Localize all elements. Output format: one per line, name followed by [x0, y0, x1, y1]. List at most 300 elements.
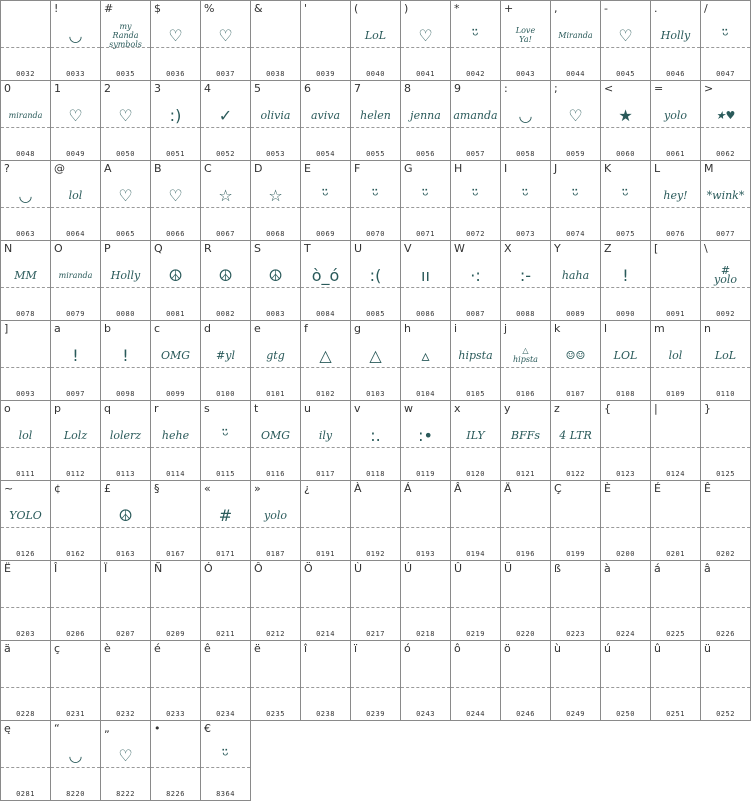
- cell-code: 0126: [16, 550, 35, 558]
- cell-code: 0041: [416, 70, 435, 78]
- cell-code: 0035: [116, 70, 135, 78]
- glyph-cell: [100, 560, 151, 641]
- glyph-cell: [500, 160, 551, 241]
- glyph-cell: [600, 80, 651, 161]
- glyph-text: aviva: [310, 108, 341, 122]
- cell-code: 0108: [616, 390, 635, 398]
- cell-code: 0225: [666, 630, 685, 638]
- baseline-divider: [651, 527, 700, 528]
- glyph-cell: [550, 480, 601, 561]
- baseline-divider: [401, 607, 450, 608]
- cell-code: 0102: [316, 390, 335, 398]
- cell-character: j: [504, 322, 508, 335]
- cell-character: F: [354, 162, 361, 175]
- glyph-cell: [700, 160, 751, 241]
- cell-character: h: [404, 322, 411, 335]
- cell-character: »: [254, 482, 261, 495]
- cell-character: Î: [54, 562, 58, 575]
- cell-character: ù: [554, 642, 561, 655]
- cell-character: A: [104, 162, 112, 175]
- glyph-text: Holly: [660, 28, 691, 42]
- smiley-icon: ᵕ̈: [622, 185, 629, 205]
- glyph-text: helen: [360, 108, 391, 122]
- cell-code: 0048: [16, 150, 35, 158]
- cell-character: Ï: [104, 562, 108, 575]
- cell-character: .: [654, 2, 658, 15]
- glyph-cell: [0, 320, 51, 401]
- cell-character: $: [154, 2, 161, 15]
- cell-character: /: [704, 2, 708, 15]
- baseline-divider: [651, 607, 700, 608]
- baseline-divider: [651, 687, 700, 688]
- cell-code: 0070: [366, 230, 385, 238]
- cell-code: 0224: [616, 630, 635, 638]
- cell-character: „: [104, 722, 110, 735]
- cell-character: E: [304, 162, 311, 175]
- glyph-text: hehe: [161, 428, 190, 442]
- glyph-text: OMG: [260, 428, 291, 442]
- glyph-cell: [0, 240, 51, 321]
- cell-character: 3: [154, 82, 161, 95]
- sad-face-icon: :(: [369, 265, 382, 285]
- baseline-divider: [551, 607, 600, 608]
- glyph-cell: [250, 400, 301, 481]
- heart-icon: ♡: [418, 25, 433, 45]
- cell-code: 0089: [566, 310, 585, 318]
- cell-character: =: [654, 82, 664, 95]
- cell-character: Ó: [204, 562, 213, 575]
- lips-icon: ◡: [518, 105, 533, 125]
- cell-character: Ê: [704, 482, 711, 495]
- cell-code: 0047: [716, 70, 735, 78]
- cell-code: 0234: [216, 710, 235, 718]
- glyph-cell: [450, 0, 501, 81]
- glyph-text: Holly: [110, 268, 141, 282]
- cell-code: 0065: [116, 230, 135, 238]
- baseline-divider: [151, 767, 200, 768]
- glyph-cell: [200, 320, 251, 401]
- cell-character: ,: [554, 2, 558, 15]
- cell-code: 0113: [116, 470, 135, 478]
- glyph-cell: [350, 640, 401, 721]
- cell-code: 0123: [616, 470, 635, 478]
- glyph-cell: [200, 720, 251, 801]
- cell-code: 0203: [16, 630, 35, 638]
- baseline-divider: [201, 687, 250, 688]
- glyph-cell: [150, 480, 201, 561]
- baseline-divider: [151, 527, 200, 528]
- baseline-divider: [601, 607, 650, 608]
- cell-code: 0212: [266, 630, 285, 638]
- baseline-divider: [601, 527, 650, 528]
- baseline-divider: [251, 687, 300, 688]
- cell-character: p: [54, 402, 61, 415]
- glyph-cell: [400, 400, 451, 481]
- baseline-divider: [251, 607, 300, 608]
- cell-code: 0042: [466, 70, 485, 78]
- cell-character: ï: [354, 642, 358, 655]
- glyph-cell: [400, 640, 451, 721]
- cell-code: 0201: [666, 550, 685, 558]
- glyph-cell: [400, 480, 451, 561]
- glyph-cell: [400, 560, 451, 641]
- cell-character: s: [204, 402, 210, 415]
- glyph-cell: [250, 640, 301, 721]
- glyph-text: 4 LTR: [559, 428, 592, 442]
- cell-code: 0220: [516, 630, 535, 638]
- glyph-cell: [650, 640, 701, 721]
- glyph-text: lol: [668, 348, 683, 362]
- cell-code: 0036: [166, 70, 185, 78]
- cell-character: t: [254, 402, 259, 415]
- glyph-cell: [350, 400, 401, 481]
- face-icon: :-: [519, 265, 532, 285]
- glyph-cell: [150, 560, 201, 641]
- cell-code: 0194: [466, 550, 485, 558]
- cell-code: 0078: [16, 310, 35, 318]
- cell-character: ó: [404, 642, 411, 655]
- glyph-cell: [550, 80, 601, 161]
- cell-character: 2: [104, 82, 111, 95]
- glyph-cell: [600, 0, 651, 81]
- cell-code: 0112: [66, 470, 85, 478]
- cell-code: 0217: [366, 630, 385, 638]
- cell-code: 0252: [716, 710, 735, 718]
- cell-character: f: [304, 322, 308, 335]
- cell-character: e: [254, 322, 261, 335]
- cell-character: u: [304, 402, 311, 415]
- peace-icon: ☮: [118, 505, 133, 525]
- glyph-text: miranda: [58, 270, 93, 280]
- cell-code: 0107: [566, 390, 585, 398]
- cell-character: C: [204, 162, 212, 175]
- exclaim-icon: !: [122, 345, 129, 365]
- cell-character: S: [254, 242, 261, 255]
- glyph-cell: [100, 0, 151, 81]
- peace-icon: ☮: [218, 265, 233, 285]
- glyph-cell: [200, 480, 251, 561]
- cell-character: ç: [54, 642, 61, 655]
- cell-code: 0068: [266, 230, 285, 238]
- glyph-cell: [700, 400, 751, 481]
- cell-code: 0080: [116, 310, 135, 318]
- baseline-divider: [501, 527, 550, 528]
- cell-character: à: [604, 562, 611, 575]
- cell-character: K: [604, 162, 612, 175]
- cell-code: 0250: [616, 710, 635, 718]
- cell-code: 0092: [716, 310, 735, 318]
- glyph-cell: [300, 320, 351, 401]
- cell-code: 0232: [116, 710, 135, 718]
- cell-code: 0235: [266, 710, 285, 718]
- glyph-cell: [600, 480, 651, 561]
- cell-code: 0207: [116, 630, 135, 638]
- cell-code: 0110: [716, 390, 735, 398]
- cell-code: 0087: [466, 310, 485, 318]
- baseline-divider: [651, 287, 700, 288]
- glyph-cell: [100, 160, 151, 241]
- cell-character: B: [154, 162, 162, 175]
- cell-character: §: [154, 482, 160, 495]
- baseline-divider: [301, 527, 350, 528]
- cell-character: }: [704, 402, 711, 415]
- baseline-divider: [301, 687, 350, 688]
- glyph-cell: [700, 240, 751, 321]
- glyph-cell: [200, 0, 251, 81]
- cell-character: V: [404, 242, 412, 255]
- cell-character: R: [204, 242, 212, 255]
- glyph-cell: [650, 560, 701, 641]
- glyph-cell: [400, 160, 451, 241]
- lips-icon: ◡: [68, 745, 83, 765]
- heart-icon: ♡: [118, 105, 133, 125]
- cell-character: ß: [554, 562, 561, 575]
- glyph-cell: [400, 240, 451, 321]
- cell-code: 0049: [66, 150, 85, 158]
- glyph-cell: [150, 0, 201, 81]
- cell-code: 0072: [466, 230, 485, 238]
- cell-code: 0097: [66, 390, 85, 398]
- glyph-cell: [100, 400, 151, 481]
- triangle-icon: △: [369, 345, 382, 365]
- glyph-cell: [550, 640, 601, 721]
- glyph-cell: [300, 480, 351, 561]
- glyph-cell: [50, 0, 101, 81]
- cell-character: d: [204, 322, 211, 335]
- cell-character: 1: [54, 82, 61, 95]
- glyph-cell: [550, 160, 601, 241]
- heart-icon: ♡: [118, 185, 133, 205]
- glyph-text: OMG: [160, 348, 191, 362]
- cell-character: <: [604, 82, 614, 95]
- glyph-cell: [700, 0, 751, 81]
- cell-character: Á: [404, 482, 412, 495]
- baseline-divider: [601, 687, 650, 688]
- cell-code: 0079: [66, 310, 85, 318]
- smiley-icon: ᵕ̈: [372, 185, 379, 205]
- cell-character: T: [304, 242, 311, 255]
- cell-character: ): [404, 2, 409, 15]
- glyph-cell: [150, 400, 201, 481]
- glyph-cell: [400, 0, 451, 81]
- glyph-cell: [600, 400, 651, 481]
- heart-icon: ♡: [568, 105, 583, 125]
- cell-code: 0116: [266, 470, 285, 478]
- cell-code: 0051: [166, 150, 185, 158]
- smiley-icon: ᵕ̈: [722, 25, 729, 45]
- baseline-divider: [101, 687, 150, 688]
- cell-character: Ö: [304, 562, 313, 575]
- baseline-divider: [351, 607, 400, 608]
- glyph-text: ★♥: [715, 108, 736, 122]
- cell-character: !: [54, 2, 59, 15]
- cell-character: ê: [204, 642, 211, 655]
- cell-character: m: [654, 322, 665, 335]
- cell-character: {: [604, 402, 611, 415]
- cell-code: 8222: [116, 790, 135, 798]
- glyph-text: haha: [561, 268, 590, 282]
- baseline-divider: [1, 767, 50, 768]
- cell-character: ¢: [54, 482, 61, 495]
- glyph-cell: [200, 240, 251, 321]
- baseline-divider: [1, 47, 50, 48]
- cell-character: Ç: [554, 482, 562, 495]
- glyph-cell: [50, 640, 101, 721]
- glyph-cell: [150, 320, 201, 401]
- cell-character: o: [4, 402, 11, 415]
- baseline-divider: [1, 607, 50, 608]
- cell-character: “: [54, 722, 60, 735]
- cell-character: ?: [4, 162, 10, 175]
- glyph-cell: [0, 0, 51, 81]
- glyph-text: yolo: [264, 508, 287, 522]
- cell-character: |: [654, 402, 658, 415]
- glyph-cell: [550, 320, 601, 401]
- glyph-cell: [100, 480, 151, 561]
- cell-character: G: [404, 162, 413, 175]
- baseline-divider: [1, 687, 50, 688]
- cell-code: 0103: [366, 390, 385, 398]
- cell-code: 0120: [466, 470, 485, 478]
- glyph-cell: [100, 240, 151, 321]
- cell-character: Ù: [354, 562, 363, 575]
- cell-character: *: [454, 2, 460, 15]
- cell-code: 0162: [66, 550, 85, 558]
- cell-character: £: [104, 482, 111, 495]
- cell-code: 0121: [516, 470, 535, 478]
- glyph-cell: [200, 160, 251, 241]
- glyph-cell: [450, 560, 501, 641]
- cell-character: L: [654, 162, 661, 175]
- cell-character: 9: [454, 82, 461, 95]
- cell-code: 0054: [316, 150, 335, 158]
- cell-character: @: [54, 162, 65, 175]
- glyph-cell: [150, 720, 201, 801]
- cell-code: 0063: [16, 230, 35, 238]
- cell-character: g: [354, 322, 361, 335]
- cell-code: 0061: [666, 150, 685, 158]
- cell-code: 0043: [516, 70, 535, 78]
- glyph-cell: [50, 560, 101, 641]
- face-icon: :•: [418, 425, 433, 445]
- glyph-text: ILY: [466, 428, 485, 442]
- cell-character: Ñ: [154, 562, 163, 575]
- smiley-icon: ᵕ̈: [222, 745, 229, 765]
- glyph-cell: [450, 240, 501, 321]
- cell-character: ú: [604, 642, 611, 655]
- baseline-divider: [51, 607, 100, 608]
- heart-icon: ♡: [68, 105, 83, 125]
- glyph-text: #yl: [216, 348, 235, 362]
- cell-code: 0244: [466, 710, 485, 718]
- small-heart-icon: ♡: [218, 25, 233, 45]
- glyph-cell: [50, 240, 101, 321]
- glyph-cell: [50, 720, 101, 801]
- glyph-cell: [350, 80, 401, 161]
- cell-character: i: [454, 322, 458, 335]
- cell-code: 0106: [516, 390, 535, 398]
- glyph-text: olivia: [260, 108, 291, 122]
- glyph-text: LOL: [613, 348, 638, 362]
- cell-code: 0081: [166, 310, 185, 318]
- cell-character: ü: [704, 642, 711, 655]
- glyph-cell: [350, 560, 401, 641]
- cell-character: v: [354, 402, 361, 415]
- cell-code: 0032: [16, 70, 35, 78]
- glyph-cell: [500, 480, 551, 561]
- cell-character: 0: [4, 82, 11, 95]
- cell-code: 0045: [616, 70, 635, 78]
- cell-character: Q: [154, 242, 163, 255]
- cell-character: É: [654, 482, 661, 495]
- glyph-cell: [600, 320, 651, 401]
- glyph-cell: [500, 640, 551, 721]
- cell-code: 0104: [416, 390, 435, 398]
- glyph-cell: [650, 160, 701, 241]
- baseline-divider: [701, 447, 750, 448]
- cell-code: 0226: [716, 630, 735, 638]
- cell-code: 0228: [16, 710, 35, 718]
- glyph-text: MM: [14, 268, 37, 282]
- glyph-cell: [50, 80, 101, 161]
- face-icon: ıı: [421, 265, 430, 285]
- cell-code: 0219: [466, 630, 485, 638]
- glyph-cell: [200, 640, 251, 721]
- glyph-cell: [600, 640, 651, 721]
- cell-character: D: [254, 162, 263, 175]
- glyph-cell: [0, 720, 51, 801]
- smiley-icon: ᵕ̈: [322, 185, 329, 205]
- cell-code: 8220: [66, 790, 85, 798]
- cell-character: Z: [604, 242, 612, 255]
- cell-code: 0200: [616, 550, 635, 558]
- cell-character: [: [654, 242, 659, 255]
- glyph-cell: [350, 240, 401, 321]
- glyph-text: △ hipsta: [513, 346, 538, 364]
- cell-code: 0214: [316, 630, 335, 638]
- cell-character: â: [704, 562, 711, 575]
- glyph-cell: [200, 560, 251, 641]
- cell-character: 7: [354, 82, 361, 95]
- glyph-cell: [250, 320, 301, 401]
- cell-character: l: [604, 322, 608, 335]
- cell-code: 0209: [166, 630, 185, 638]
- cell-character: Ë: [4, 562, 11, 575]
- cell-code: 0187: [266, 550, 285, 558]
- glyph-cell: [150, 80, 201, 161]
- glyph-cell: [100, 720, 151, 801]
- cell-character: €: [204, 722, 211, 735]
- cell-code: 0082: [216, 310, 235, 318]
- cell-code: 0085: [366, 310, 385, 318]
- glyph-text: jenna: [410, 108, 441, 122]
- cell-character: J: [554, 162, 558, 175]
- cell-character: >: [704, 82, 714, 95]
- glyph-cell: [300, 400, 351, 481]
- glyph-cell: [650, 480, 701, 561]
- cell-code: 0251: [666, 710, 685, 718]
- glyph-cell: [0, 640, 51, 721]
- cell-code: 0058: [516, 150, 535, 158]
- cell-code: 0238: [316, 710, 335, 718]
- glyph-text: hey!: [663, 188, 688, 202]
- check-icon: ✓: [218, 105, 233, 125]
- glyph-cell: [300, 80, 351, 161]
- baseline-divider: [601, 447, 650, 448]
- cell-code: 0056: [416, 150, 435, 158]
- glyph-cell: [500, 0, 551, 81]
- cell-code: 0118: [366, 470, 385, 478]
